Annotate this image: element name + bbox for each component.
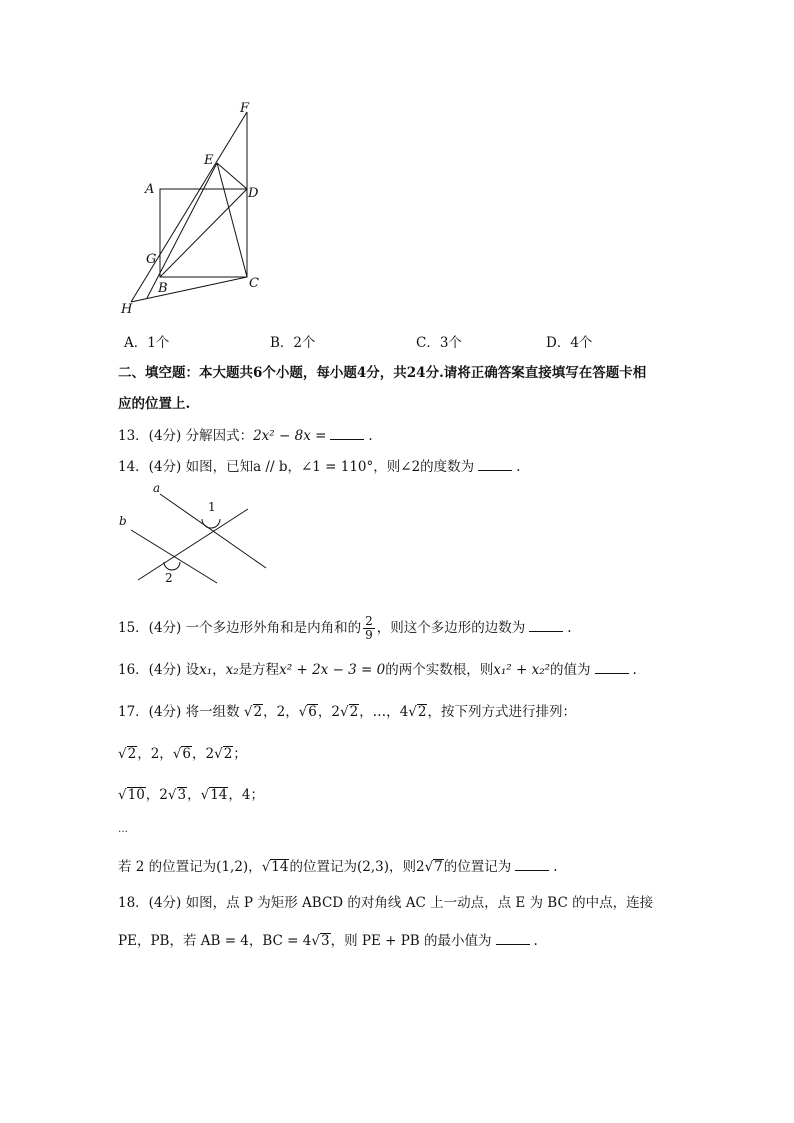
q13-prefix: 13．(4分) 分解因式：	[118, 428, 254, 444]
geometry-figure-1	[110, 98, 280, 323]
question-18-line-1: 18．(4分) 如图，点 P 为矩形 ABCD 的对角线 AC 上一动点，点 E 为 BC 的中点，连接	[118, 895, 654, 911]
question-13	[118, 426, 678, 446]
fraction-denominator: 9	[365, 628, 373, 642]
question-16	[118, 660, 678, 680]
option-d[interactable]: D．4个	[546, 335, 593, 351]
q18-answer-blank[interactable]	[496, 932, 530, 945]
q17-last-a: 若 2 的位置记为(1,2)，	[118, 859, 262, 875]
seq-1: 2	[253, 704, 263, 720]
q17-dots: …	[118, 824, 128, 835]
angle-1-arc	[202, 519, 220, 528]
q17-intro-suffix: ，按下列方式进行排列：	[427, 704, 576, 720]
row2-4: 14	[210, 787, 228, 803]
q17-end: .	[553, 859, 558, 875]
q17-last-c: 的位置记为(2,3)，则2	[289, 859, 425, 875]
q16-mid: 是方程	[238, 662, 280, 678]
q14-suffix: .	[516, 459, 521, 475]
q17-row-1: √2，2，√6，2√2；	[118, 746, 247, 762]
q16-mid2: 的两个实数根，则	[385, 662, 494, 678]
q14-answer-blank[interactable]	[478, 458, 512, 471]
q16-suffix: 的值为	[550, 662, 591, 678]
row1-1: 2	[127, 746, 137, 762]
seq-6: 2	[417, 704, 427, 720]
label-line-a: a	[153, 481, 161, 495]
section-2-heading-line2: 应的位置上.	[118, 396, 191, 412]
q17-last-e: 的位置记为	[443, 859, 512, 875]
fraction-numerator: 2	[365, 614, 373, 628]
q13-answer-blank[interactable]	[330, 427, 364, 440]
q13-suffix: .	[368, 428, 373, 444]
option-c[interactable]: C．3个	[416, 335, 462, 351]
segment-ed	[217, 163, 247, 189]
q17-last-line: 若 2 的位置记为(1,2)，√14的位置记为(2,3)，则2√7的位置记为 .	[118, 859, 558, 875]
seq-5: 4	[399, 704, 409, 720]
section-2-heading-line1: 二、填空题：本大题共6个小题，每小题4分，共24分.请将正确答案直接填写在答题卡相	[118, 365, 647, 381]
fraction-2-9	[363, 615, 375, 642]
row1-5: 2	[223, 746, 233, 762]
q17-last-d: 7	[434, 859, 443, 875]
label-d: D	[248, 186, 259, 201]
parallel-lines-figure	[115, 478, 275, 588]
label-b: B	[158, 281, 168, 296]
segment-ec	[217, 163, 247, 277]
row2-1: 10	[127, 787, 145, 803]
option-b[interactable]: B．2个	[270, 335, 316, 351]
q14-prefix: 14．(4分) 如图，已知	[118, 459, 254, 475]
q17-last-b: 14	[271, 859, 289, 875]
seq-3: 6	[308, 704, 317, 720]
q16-x2: x₂	[225, 662, 239, 678]
label-f: F	[240, 101, 250, 116]
angle-2-arc	[164, 562, 180, 570]
q16-equation: x² + 2x − 3 = 0	[279, 662, 386, 678]
label-line-b: b	[119, 514, 127, 528]
question-15	[118, 615, 678, 642]
q16-answer-blank[interactable]	[595, 661, 629, 674]
q17-intro-prefix: 17．(4分) 将一组数	[118, 704, 240, 720]
row2-5: 4	[241, 787, 251, 803]
q16-expression: x₁² + x₂²	[493, 662, 551, 678]
q16-end: .	[632, 662, 637, 678]
q14-condition: a // b，∠1 = 110°，则∠2的度数为	[253, 459, 475, 475]
q16-sep: ，	[212, 662, 226, 678]
q15-end: .	[567, 620, 572, 636]
label-g: G	[146, 252, 157, 267]
label-e: E	[204, 153, 214, 168]
seq-4: 2	[349, 704, 359, 720]
q18-end: .	[533, 933, 538, 949]
q17-row-2: √10，2√3，√14，4；	[118, 787, 264, 803]
row1-4: 2	[205, 746, 215, 762]
q15-prefix: 15．(4分) 一个多边形外角和是内角和的	[118, 620, 362, 636]
q18-line2-a: PE，PB，若 AB = 4，BC = 4	[118, 933, 312, 949]
segment-hc	[131, 277, 247, 302]
q15-suffix: ，则这个多边形的边数为	[376, 620, 526, 636]
row1-2: 2	[150, 746, 160, 762]
label-angle-2: 2	[165, 571, 173, 585]
row2-2: 2	[159, 787, 168, 803]
q17-answer-blank[interactable]	[515, 858, 549, 871]
label-h: H	[121, 302, 133, 317]
question-18-line-2: PE，PB，若 AB = 4，BC = 4√3，则 PE + PB 的最小值为 .	[118, 933, 538, 949]
row2-3: 3	[177, 787, 187, 803]
q18-line2-c: ，则 PE + PB 的最小值为	[330, 933, 492, 949]
figure-1-lines	[131, 112, 247, 302]
option-a[interactable]: A．1个	[124, 335, 170, 351]
q18-line2-b: 3	[320, 933, 330, 949]
q13-expr: 2x² − 8x =	[253, 428, 327, 444]
question-14	[118, 457, 678, 477]
q15-answer-blank[interactable]	[529, 619, 563, 632]
question-17: 17．(4分) 将一组数 √2，2，√6，2√2，…，4√2，按下列方式进行排列：	[118, 704, 576, 720]
q16-prefix: 16．(4分) 设	[118, 662, 200, 678]
q16-x1: x₁	[199, 662, 213, 678]
label-a: A	[145, 182, 155, 197]
label-c: C	[249, 276, 259, 291]
seq-2: 2	[276, 704, 286, 720]
label-angle-1: 1	[208, 500, 216, 514]
row1-3: 6	[182, 746, 191, 762]
